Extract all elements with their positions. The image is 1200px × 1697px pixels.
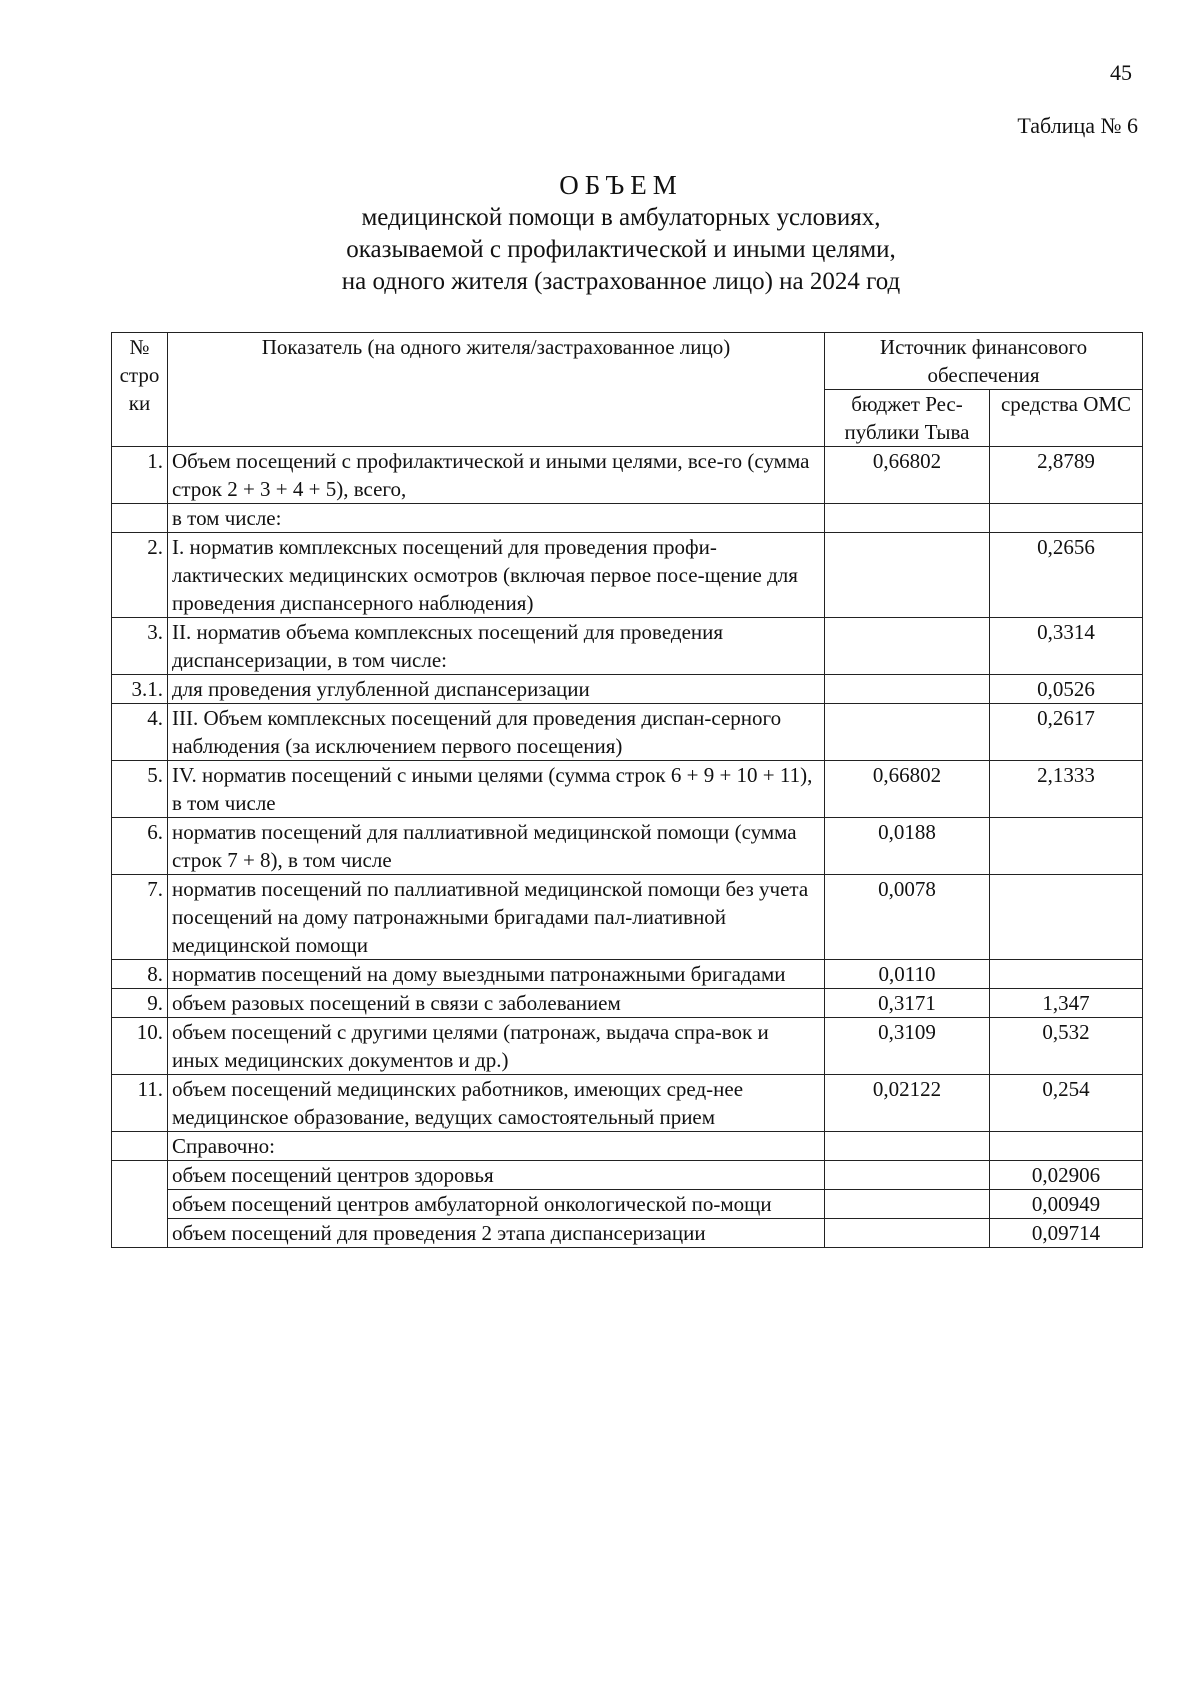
row-indicator: норматив посещений на дому выездными патронажными бригадами bbox=[168, 960, 825, 989]
reference-row bbox=[112, 1161, 1143, 1190]
row-oms-value: 2,8789 bbox=[990, 447, 1143, 504]
row-oms-value: 0,254 bbox=[990, 1075, 1143, 1132]
table-row bbox=[112, 1132, 1143, 1161]
table-label: Таблица № 6 bbox=[1017, 113, 1138, 138]
row-oms-value bbox=[990, 960, 1143, 989]
row-oms-value: 0,2617 bbox=[990, 704, 1143, 761]
row-indicator: для проведения углубленной диспансеризации bbox=[168, 675, 825, 704]
row-budget-value bbox=[825, 504, 990, 533]
row-budget-value bbox=[825, 704, 990, 761]
header-row-number: № стро ки bbox=[112, 333, 168, 447]
title-block bbox=[0, 168, 1200, 298]
row-budget-value: 0,66802 bbox=[825, 447, 990, 504]
row-indicator: II. норматив объема комплексных посещений для проведения диспансеризации, в том числе: bbox=[168, 618, 825, 675]
row-budget-value bbox=[825, 1132, 990, 1161]
table-row bbox=[112, 875, 1143, 960]
header-indicator: Показатель (на одного жителя/застрахованное лицо) bbox=[168, 333, 825, 447]
row-indicator: в том числе: bbox=[168, 504, 825, 533]
row-oms-value: 0,2656 bbox=[990, 533, 1143, 618]
row-oms-value: 0,3314 bbox=[990, 618, 1143, 675]
table-row bbox=[112, 618, 1143, 675]
row-indicator: объем посещений с другими целями (патронаж, выдача спра-вок и иных медицинских документов и др.) bbox=[168, 1018, 825, 1075]
reference-indicator: объем посещений для проведения 2 этапа диспансеризации bbox=[168, 1219, 825, 1248]
row-budget-value: 0,3109 bbox=[825, 1018, 990, 1075]
row-number: 10. bbox=[112, 1018, 168, 1075]
title-line-1: медицинской помощи в амбулаторных условиях, bbox=[361, 204, 881, 231]
reference-budget-value bbox=[825, 1219, 990, 1248]
header-oms: средства ОМС bbox=[990, 390, 1143, 447]
row-budget-value: 0,0078 bbox=[825, 875, 990, 960]
row-oms-value: 0,0526 bbox=[990, 675, 1143, 704]
row-oms-value bbox=[990, 1132, 1143, 1161]
reference-oms-value: 0,09714 bbox=[990, 1219, 1143, 1248]
row-indicator: норматив посещений по паллиативной медицинской помощи без учета посещений на дому патронажными бригадами пал-лиативной медицинской помощи bbox=[168, 875, 825, 960]
row-oms-value bbox=[990, 818, 1143, 875]
row-indicator: Справочно: bbox=[168, 1132, 825, 1161]
row-budget-value bbox=[825, 618, 990, 675]
row-budget-value bbox=[825, 675, 990, 704]
row-number: 2. bbox=[112, 533, 168, 618]
row-oms-value bbox=[990, 875, 1143, 960]
row-number: 9. bbox=[112, 989, 168, 1018]
reference-budget-value bbox=[825, 1161, 990, 1190]
table-row bbox=[112, 704, 1143, 761]
row-indicator: IV. норматив посещений с иными целями (сумма строк 6 + 9 + 10 + 11), в том числе bbox=[168, 761, 825, 818]
title-main: ОБЪЕМ bbox=[559, 170, 683, 200]
row-number: 3. bbox=[112, 618, 168, 675]
row-number: 7. bbox=[112, 875, 168, 960]
table-row bbox=[112, 761, 1143, 818]
reference-indicator: объем посещений центров амбулаторной онкологической по-мощи bbox=[168, 1190, 825, 1219]
row-budget-value: 0,3171 bbox=[825, 989, 990, 1018]
row-indicator: Объем посещений с профилактической и иными целями, все-го (сумма строк 2 + 3 + 4 + 5), всего, bbox=[168, 447, 825, 504]
row-number: 11. bbox=[112, 1075, 168, 1132]
header-financing-source: Источник финансового обеспечения bbox=[825, 333, 1143, 390]
title-line-2: оказываемой с профилактической и иными целями, bbox=[346, 236, 896, 263]
row-budget-value: 0,66802 bbox=[825, 761, 990, 818]
row-number: 5. bbox=[112, 761, 168, 818]
row-number: 1. bbox=[112, 447, 168, 504]
table-row bbox=[112, 533, 1143, 618]
reference-oms-value: 0,02906 bbox=[990, 1161, 1143, 1190]
table-row bbox=[112, 504, 1143, 533]
row-budget-value: 0,02122 bbox=[825, 1075, 990, 1132]
table-row bbox=[112, 960, 1143, 989]
row-indicator: объем разовых посещений в связи с заболеванием bbox=[168, 989, 825, 1018]
row-number: 3.1. bbox=[112, 675, 168, 704]
row-number: 8. bbox=[112, 960, 168, 989]
row-number: 6. bbox=[112, 818, 168, 875]
table-row bbox=[112, 447, 1143, 504]
reference-row bbox=[112, 1190, 1143, 1219]
volume-table bbox=[111, 332, 1143, 1248]
reference-budget-value bbox=[825, 1190, 990, 1219]
table-header-row bbox=[112, 333, 1143, 390]
row-oms-value: 2,1333 bbox=[990, 761, 1143, 818]
row-oms-value bbox=[990, 504, 1143, 533]
header-budget: бюджет Рес-публики Тыва bbox=[825, 390, 990, 447]
reference-oms-value: 0,00949 bbox=[990, 1190, 1143, 1219]
title-line-3: на одного жителя (застрахованное лицо) на 2024 год bbox=[341, 268, 901, 295]
row-budget-value bbox=[825, 533, 990, 618]
row-budget-value: 0,0110 bbox=[825, 960, 990, 989]
reference-indicator: объем посещений центров здоровья bbox=[168, 1161, 825, 1190]
row-number bbox=[112, 1132, 168, 1161]
table-row bbox=[112, 818, 1143, 875]
row-indicator: I. норматив комплексных посещений для проведения профи-лактических медицинских осмотров (включая первое посе-щение для проведения диспансерного наблюдения) bbox=[168, 533, 825, 618]
row-budget-value: 0,0188 bbox=[825, 818, 990, 875]
row-oms-value: 0,532 bbox=[990, 1018, 1143, 1075]
page-number: 45 bbox=[1110, 60, 1132, 85]
reference-row bbox=[112, 1219, 1143, 1248]
reference-number-cell bbox=[112, 1161, 168, 1248]
row-oms-value: 1,347 bbox=[990, 989, 1143, 1018]
row-indicator: норматив посещений для паллиативной медицинской помощи (сумма строк 7 + 8), в том числе bbox=[168, 818, 825, 875]
table-row bbox=[112, 989, 1143, 1018]
row-indicator: объем посещений медицинских работников, имеющих сред-нее медицинское образование, ведущих самостоятельный прием bbox=[168, 1075, 825, 1132]
table-row bbox=[112, 1018, 1143, 1075]
table-row bbox=[112, 675, 1143, 704]
row-indicator: III. Объем комплексных посещений для проведения диспан-серного наблюдения (за исключением первого посещения) bbox=[168, 704, 825, 761]
table-row bbox=[112, 1075, 1143, 1132]
row-number bbox=[112, 504, 168, 533]
row-number: 4. bbox=[112, 704, 168, 761]
